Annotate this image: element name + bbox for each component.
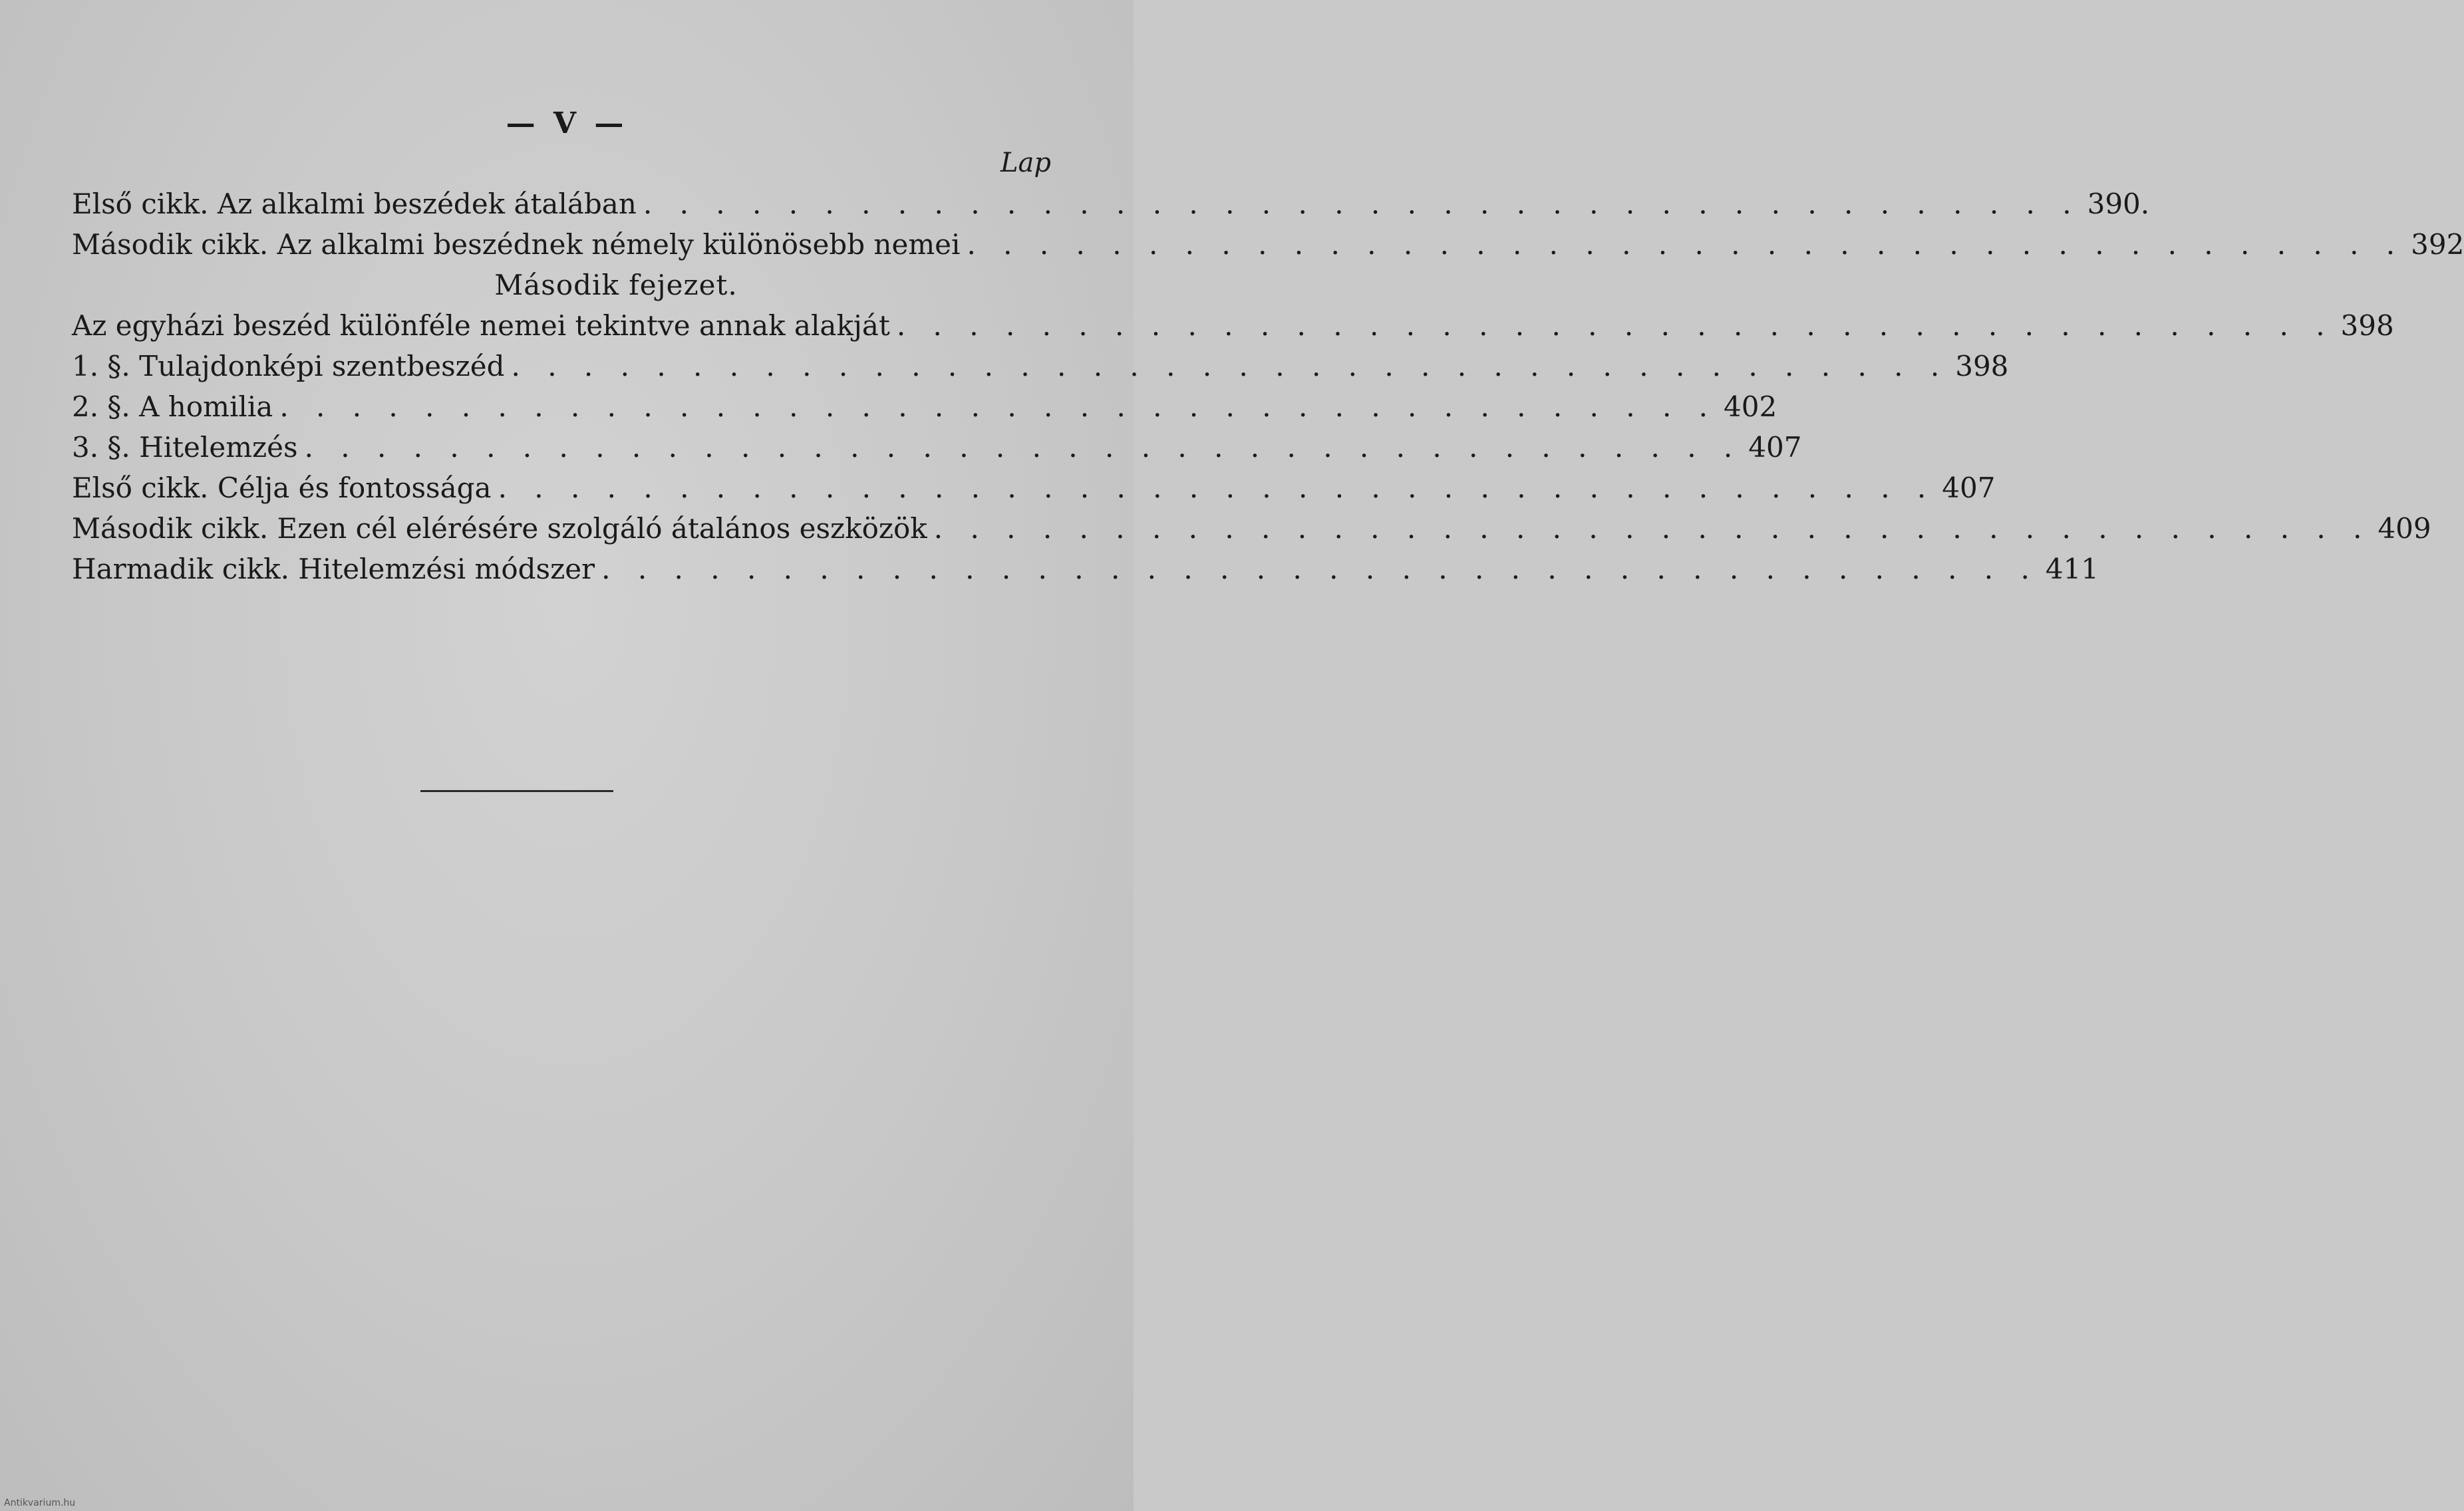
toc-entry xyxy=(72,553,2099,593)
toc-entry-page: 409 xyxy=(2378,512,2431,545)
toc-entry-page: 402 xyxy=(1724,390,1777,423)
toc-entry-label: 2. §. A homilia xyxy=(72,390,273,423)
watermark: Antikvarium.hu xyxy=(4,1498,76,1508)
toc-entry xyxy=(72,228,2464,269)
dot-leader xyxy=(512,350,1949,382)
toc-entry-label: Második cikk. Az alkalmi beszédnek némely különösebb nemei xyxy=(72,228,961,261)
page-column-label: Lap xyxy=(1000,148,1051,178)
dot-leader xyxy=(498,472,1936,504)
toc-entry xyxy=(72,188,2150,228)
toc-entry xyxy=(72,350,2009,390)
toc-entry-page: 398 xyxy=(1955,350,2009,382)
toc-entry-label: 3. §. Hitelemzés xyxy=(72,431,298,464)
dot-leader xyxy=(967,228,2404,261)
table-of-contents xyxy=(72,188,2464,593)
toc-entry-page: 411 xyxy=(2045,553,2099,585)
section-heading: Második fejezet. xyxy=(494,269,738,301)
dot-leader xyxy=(643,188,2081,220)
toc-entry xyxy=(72,431,1802,472)
toc-entry-label: Az egyházi beszéd különféle nemei tekintve annak alakját xyxy=(72,309,890,342)
toc-entry-label: Első cikk. Célja és fontossága xyxy=(72,472,492,504)
toc-entry-page: 392 xyxy=(2411,228,2464,261)
toc-entry xyxy=(72,472,1996,512)
dot-leader xyxy=(279,390,1717,423)
toc-entry-label: Második cikk. Ezen cél elérésére szolgáló átalános eszközök xyxy=(72,512,927,545)
page-number-marker: — V — xyxy=(506,106,628,140)
toc-entry-page: 407 xyxy=(1942,472,1996,504)
toc-entry xyxy=(72,512,2431,553)
dot-leader xyxy=(897,309,2334,342)
toc-entry-page: 390. xyxy=(2087,188,2150,220)
toc-entry-label: 1. §. Tulajdonképi szentbeszéd xyxy=(72,350,505,382)
dot-leader xyxy=(934,512,2372,545)
end-rule-divider xyxy=(420,790,613,792)
toc-entry xyxy=(72,390,1777,431)
toc-entry-page: 398 xyxy=(2340,309,2394,342)
dot-leader xyxy=(601,553,2039,585)
toc-entry-label: Harmadik cikk. Hitelemzési módszer xyxy=(72,553,595,585)
toc-entry xyxy=(72,309,2394,350)
toc-entry-page: 407 xyxy=(1748,431,1802,464)
dot-leader xyxy=(305,431,1742,464)
toc-entry-label: Első cikk. Az alkalmi beszédek átalában xyxy=(72,188,637,220)
